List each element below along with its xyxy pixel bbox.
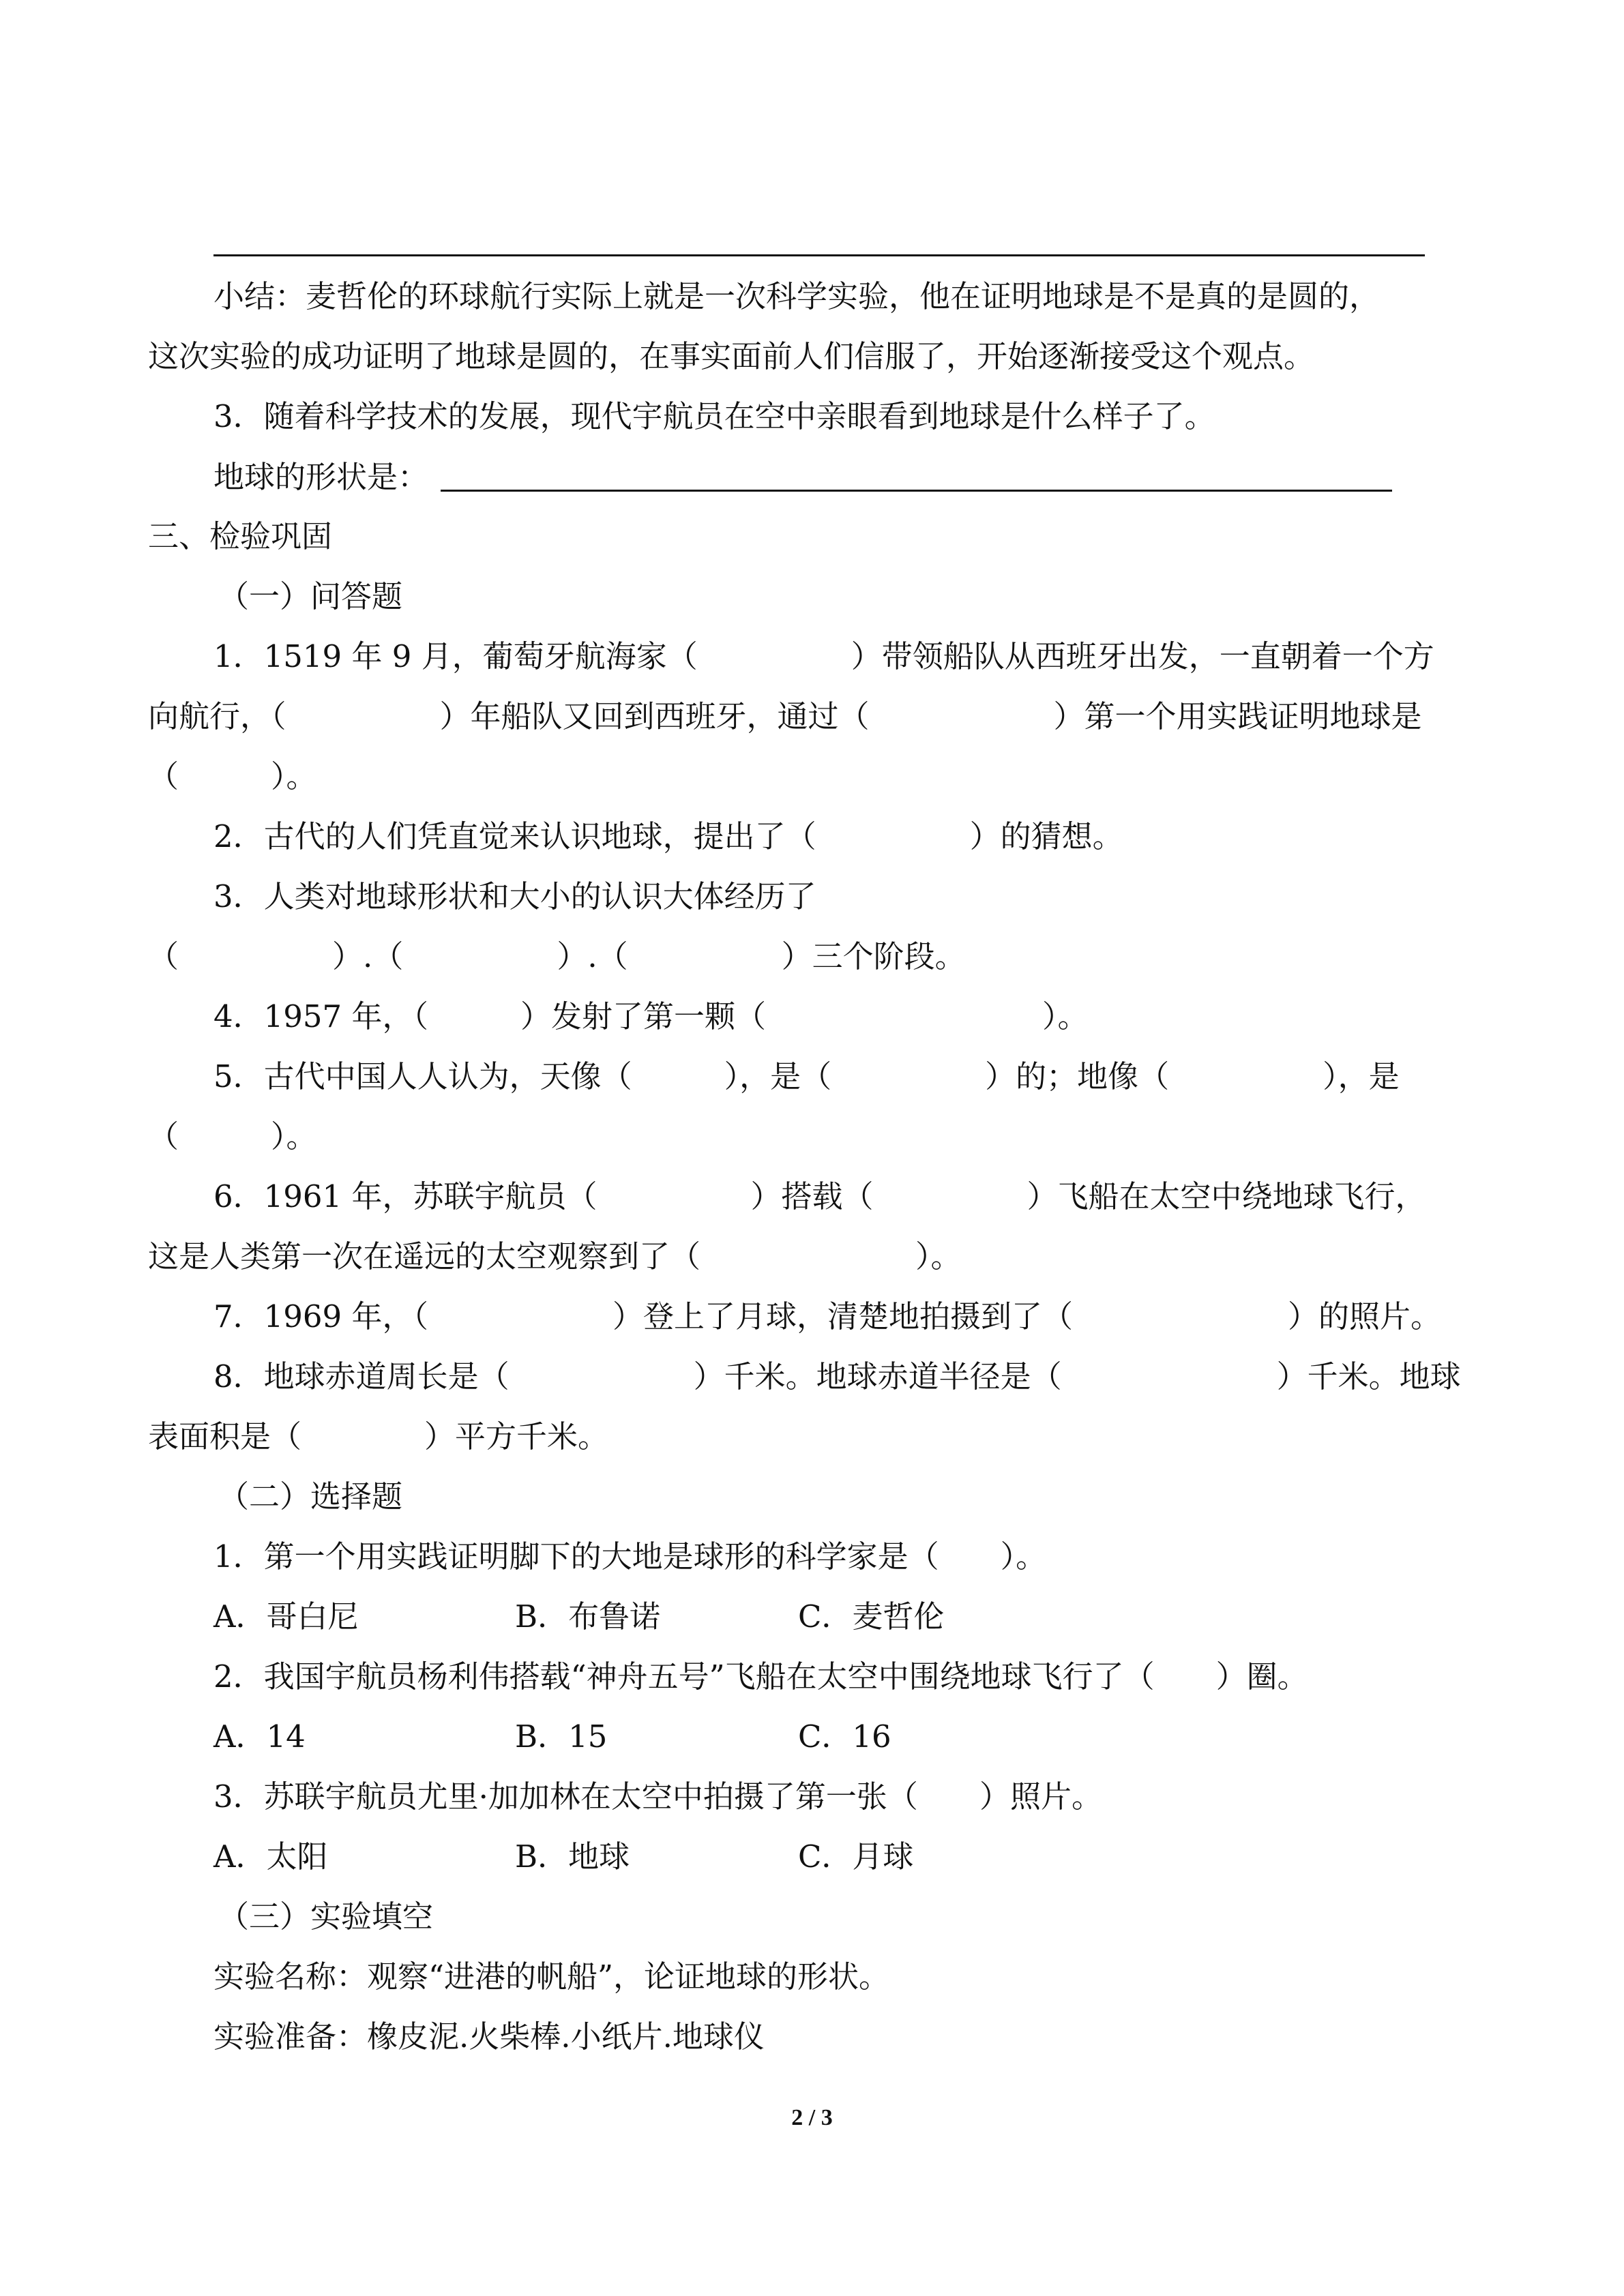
q6-text-e: ）。 <box>915 1238 962 1274</box>
q4-text-a: 4．1957 年，（ <box>213 998 428 1034</box>
mc1-stem-a: 1．第一个用实践证明脚下的大地是球形的科学家是（ <box>213 1538 939 1575</box>
mc3-stem <box>213 1776 1102 1817</box>
q8-line-1 <box>213 1356 1461 1397</box>
q1-text-d: ）年船队又回到西班牙，通过（ <box>439 698 870 734</box>
section-3-title: 三、检验巩固 <box>148 518 333 554</box>
q5-text-b: ），是（ <box>724 1058 832 1094</box>
q1-line-3 <box>148 756 317 797</box>
mc2-stem <box>213 1656 1308 1697</box>
q6-text-c: ）飞船在太空中绕地球飞行， <box>1027 1178 1426 1214</box>
q2-text-a: 2．古代的人们凭直觉来认识地球，提出了（ <box>213 818 816 854</box>
mc2-stem-b: ）圈。 <box>1215 1658 1308 1695</box>
q5-text-d: ），是 <box>1323 1058 1400 1094</box>
mc1-stem-b: ）。 <box>1000 1538 1047 1575</box>
q8-text-d: 表面积是（ <box>148 1418 302 1455</box>
page-number: 2 / 3 <box>791 2105 833 2130</box>
mc2-option-c[interactable]: C．16 <box>798 1718 891 1755</box>
q6-line-1 <box>213 1176 1426 1217</box>
q1-text-a: 1．1519 年 9 月，葡萄牙航海家（ <box>213 638 698 674</box>
q1-text-b: ）带领船队从西班牙出发，一直朝着一个方 <box>851 638 1434 674</box>
q7-text-a: 7．1969 年，（ <box>213 1298 428 1335</box>
mc2-option-a[interactable]: A．14 <box>213 1718 306 1755</box>
q1-line-2 <box>148 696 1422 737</box>
q3-text-c: ）.（ <box>557 938 628 974</box>
q3-text-b: ）.（ <box>332 938 404 974</box>
summary-line-1: 小结：麦哲伦的环球航行实际上就是一次科学实验，他在证明地球是不是真的是圆的， <box>213 278 1381 314</box>
q6-text-d: 这是人类第一次在遥远的太空观察到了（ <box>148 1238 701 1274</box>
earth-shape-answer-line[interactable] <box>441 490 1392 492</box>
q1-text-f: （ <box>148 758 179 794</box>
q8-line-2 <box>148 1416 608 1457</box>
q2-text-b: ）的猜想。 <box>969 818 1123 854</box>
q5-text-c: ）的；地像（ <box>985 1058 1170 1094</box>
q6-text-b: ）搭载（ <box>750 1178 874 1214</box>
q5-line-1 <box>213 1056 1400 1097</box>
summary-line-2: 这次实验的成功证明了地球是圆的，在事实面前人们信服了，开始逐渐接受这个观点。 <box>148 338 1315 374</box>
part-3-title: （三）实验填空 <box>218 1898 434 1935</box>
q3-line-1: 3．人类对地球形状和大小的认识大体经历了 <box>213 878 816 914</box>
mc2-stem-a: 2．我国宇航员杨利伟搭载“神舟五号”飞船在太空中围绕地球飞行了（ <box>213 1658 1155 1695</box>
earth-shape-label: 地球的形状是： <box>213 459 429 495</box>
mc1-option-c[interactable]: C．麦哲伦 <box>798 1598 945 1635</box>
item-3-text: 3．随着科学技术的发展，现代宇航员在空中亲眼看到地球是什么样子了。 <box>213 398 1215 434</box>
q3-text-a: （ <box>148 938 179 974</box>
q8-text-c: ）千米。地球 <box>1276 1358 1461 1395</box>
answer-line-top <box>213 254 1425 256</box>
q5-line-2 <box>148 1116 317 1157</box>
experiment-name: 实验名称：观察“进港的帆船”，论证地球的形状。 <box>213 1958 890 1995</box>
q5-text-f: ）。 <box>271 1118 317 1154</box>
q6-text-a: 6．1961 年，苏联宇航员（ <box>213 1178 597 1214</box>
q8-text-b: ）千米。地球赤道半径是（ <box>693 1358 1062 1395</box>
part-1-title: （一）问答题 <box>218 578 403 614</box>
q7-text-c: ）的照片。 <box>1287 1298 1441 1335</box>
q4-text-b: ）发射了第一颗（ <box>520 998 766 1034</box>
q4-text-c: ）。 <box>1042 998 1089 1034</box>
q4-line <box>213 996 1089 1037</box>
q1-text-c: 向航行，（ <box>148 698 286 734</box>
q1-text-g: ）。 <box>271 758 317 794</box>
q6-line-2 <box>148 1236 962 1277</box>
mc1-stem <box>213 1536 1046 1577</box>
mc1-option-a[interactable]: A．哥白尼 <box>213 1598 359 1635</box>
mc3-stem-a: 3．苏联宇航员尤里·加加林在太空中拍摄了第一张（ <box>213 1778 918 1815</box>
q2-line <box>213 816 1123 857</box>
q1-text-e: ）第一个用实践证明地球是 <box>1053 698 1422 734</box>
mc3-option-c[interactable]: C．月球 <box>798 1838 914 1875</box>
q7-line <box>213 1296 1441 1337</box>
mc1-option-b[interactable]: B．布鲁诺 <box>515 1598 661 1635</box>
experiment-preparation: 实验准备：橡皮泥.火柴棒.小纸片.地球仪 <box>213 2018 765 2055</box>
q8-text-e: ）平方千米。 <box>424 1418 609 1455</box>
q5-text-e: （ <box>148 1118 179 1154</box>
mc3-option-a[interactable]: A．太阳 <box>213 1838 328 1875</box>
q7-text-b: ）登上了月球，清楚地拍摄到了（ <box>612 1298 1073 1335</box>
q8-text-a: 8．地球赤道周长是（ <box>213 1358 510 1395</box>
mc3-option-b[interactable]: B．地球 <box>515 1838 630 1875</box>
mc2-option-b[interactable]: B．15 <box>515 1718 608 1755</box>
q3-text-d: ）三个阶段。 <box>781 938 966 974</box>
part-2-title: （二）选择题 <box>218 1478 403 1515</box>
q1-line-1 <box>213 636 1434 677</box>
mc3-stem-b: ）照片。 <box>979 1778 1102 1815</box>
q5-text-a: 5．古代中国人人认为，天像（ <box>213 1058 632 1094</box>
q3-line-2 <box>148 936 966 977</box>
